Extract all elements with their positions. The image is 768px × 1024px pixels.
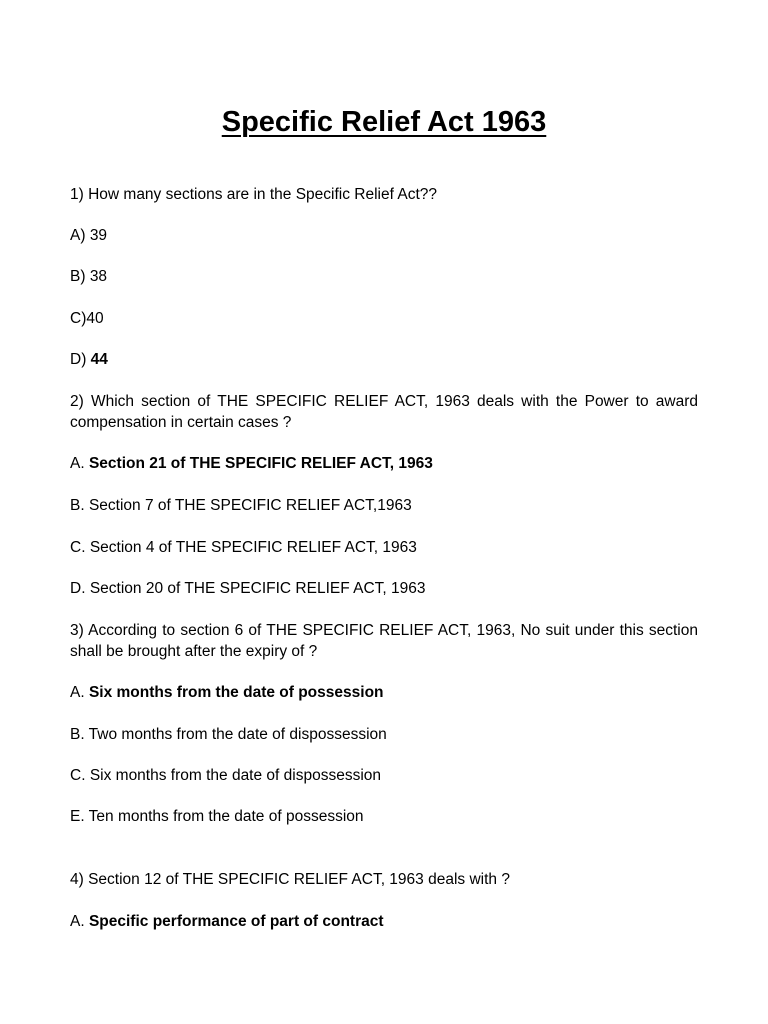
question-1-option-c: [70, 308, 698, 329]
option-prefix: B.: [70, 726, 89, 743]
option-text-answer: Section 21 of THE SPECIFIC RELIEF ACT, 1963: [88, 455, 433, 472]
question-4-option-a: [70, 911, 698, 932]
question-3-option-a: [70, 682, 698, 703]
option-text: Section 20 of THE SPECIFIC RELIEF ACT, 1963: [89, 580, 426, 597]
option-prefix: A.: [70, 455, 89, 472]
option-text: 39: [89, 227, 108, 244]
question-1-option-a: [70, 225, 698, 246]
option-text-answer: Six months from the date of possession: [88, 684, 384, 701]
option-prefix: D.: [70, 580, 90, 597]
option-prefix: A.: [70, 913, 89, 930]
question-3-option-e: [70, 806, 698, 827]
question-3-option-b: [70, 724, 698, 745]
option-text: Section 7 of THE SPECIFIC RELIEF ACT,1963: [88, 497, 412, 514]
document-title: Specific Relief Act 1963: [221, 106, 547, 138]
option-text: 40: [86, 310, 104, 327]
question-3-option-c: [70, 765, 698, 786]
option-text: Six months from the date of dispossession: [89, 767, 382, 784]
option-prefix: A): [70, 227, 90, 244]
question-3-text: 3) According to section 6 of THE SPECIFIC RELIEF ACT, 1963, No suit under this section shall be brought after the expiry of ?: [70, 622, 698, 660]
option-prefix: A.: [70, 684, 89, 701]
question-2-option-d: [70, 578, 698, 599]
option-prefix: C): [70, 310, 87, 327]
question-1-text: 1) How many sections are in the Specific Relief Act??: [70, 186, 438, 203]
option-text-answer: 44: [90, 351, 108, 368]
option-text: Ten months from the date of possession: [88, 808, 364, 825]
option-text-answer: Specific performance of part of contract: [88, 913, 384, 930]
option-prefix: B): [70, 268, 90, 285]
option-text: Section 4 of THE SPECIFIC RELIEF ACT, 1963: [89, 539, 417, 556]
option-prefix: E.: [70, 808, 89, 825]
option-prefix: B.: [70, 497, 89, 514]
question-2-option-c: [70, 537, 698, 558]
option-prefix: C.: [70, 767, 90, 784]
question-2-option-a: [70, 453, 698, 474]
option-prefix: D): [70, 351, 91, 368]
question-2-option-b: [70, 495, 698, 516]
option-text: 38: [89, 268, 108, 285]
question-4-text: 4) Section 12 of THE SPECIFIC RELIEF ACT, 1963 deals with ?: [70, 871, 510, 888]
question-1-option-b: [70, 266, 698, 287]
option-prefix: C.: [70, 539, 90, 556]
question-1-option-d: [70, 349, 698, 370]
question-2-text: 2) Which section of THE SPECIFIC RELIEF ACT, 1963 deals with the Power to award compensation in certain cases ?: [70, 393, 698, 431]
option-text: Two months from the date of dispossession: [88, 726, 387, 743]
